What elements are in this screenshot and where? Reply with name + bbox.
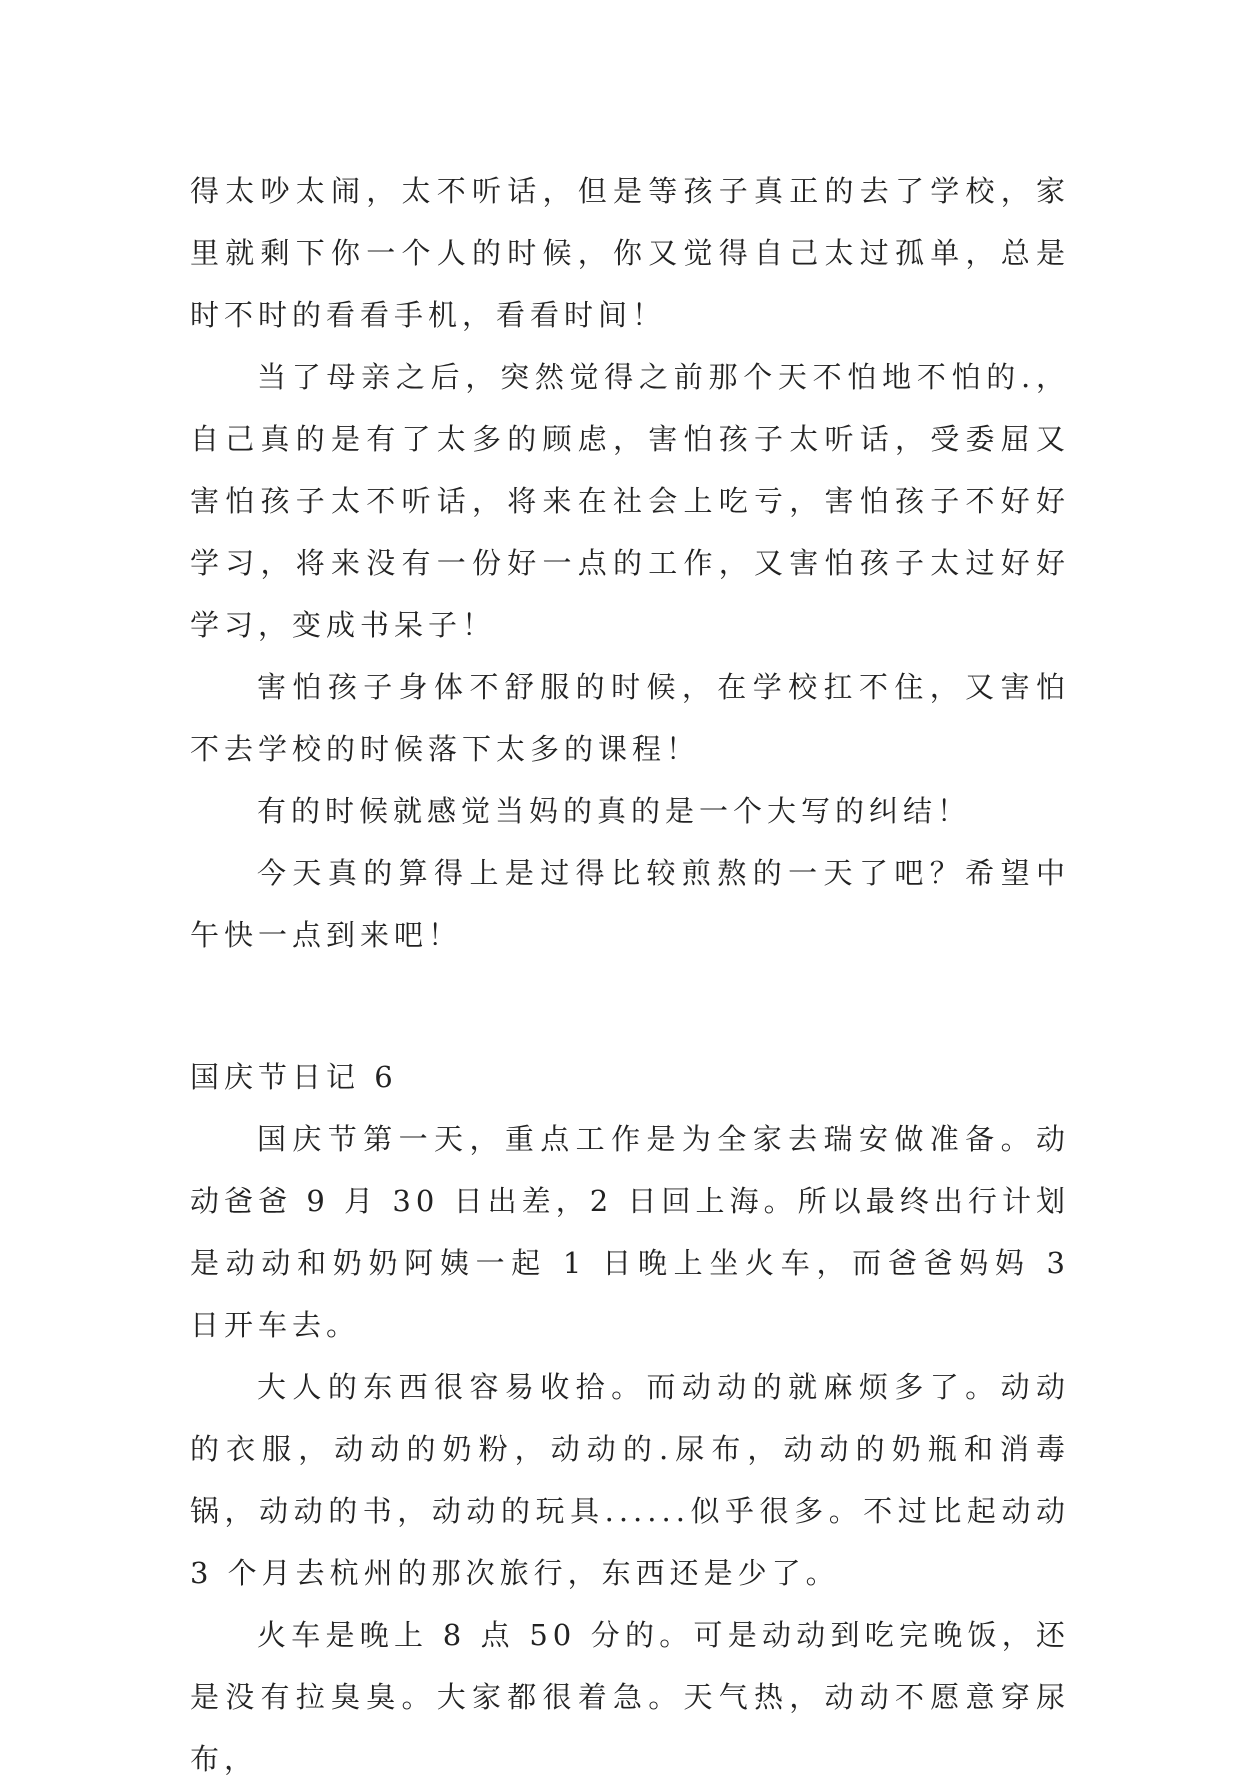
paragraph-continued: 得太吵太闹，太不听话，但是等孩子真正的去了学校，家里就剩下你一个人的时候，你又觉得自己太过孤单，总是时不时的看看手机，看看时间！	[190, 174, 1070, 332]
paragraph-sick-worries: 害怕孩子身体不舒服的时候，在学校扛不住，又害怕不去学校的时候落下太多的课程！	[190, 670, 1070, 766]
paragraph-national-day-plan: 国庆节第一天，重点工作是为全家去瑞安做准备。动动爸爸 9 月 30 日出差，2 日回上海。所以最终出行计划是动动和奶奶阿姨一起 1 日晚上坐火车，而爸爸妈妈 3 日开车去。	[190, 1122, 1070, 1342]
paragraph-train: 火车是晚上 8 点 50 分的。可是动动到吃完晚饭，还是没有拉臭臭。大家都很着急。天气热，动动不愿意穿尿布，	[190, 1618, 1070, 1776]
diary-title: 国庆节日记 6	[190, 1060, 398, 1094]
paragraph-tangled: 有的时候就感觉当妈的真的是一个大写的纠结！	[257, 794, 972, 828]
document-body	[190, 160, 1070, 1790]
paragraph-today: 今天真的算得上是过得比较煎熬的一天了吧？希望中午快一点到来吧！	[190, 856, 1070, 952]
paragraph-packing: 大人的东西很容易收拾。而动动的就麻烦多了。动动的衣服，动动的奶粉，动动的.尿布，动动的奶瓶和消毒锅，动动的书，动动的玩具......似乎很多。不过比起动动 3 个月去杭州的那次旅行，东西还是少了。	[190, 1370, 1070, 1590]
paragraph-mother-worries: 当了母亲之后，突然觉得之前那个天不怕地不怕的.，自己真的是有了太多的顾虑，害怕孩子太听话，受委屈又害怕孩子太不听话，将来在社会上吃亏，害怕孩子不好好学习，将来没有一份好一点的工作，又害怕孩子太过好好学习，变成书呆子！	[190, 360, 1070, 642]
